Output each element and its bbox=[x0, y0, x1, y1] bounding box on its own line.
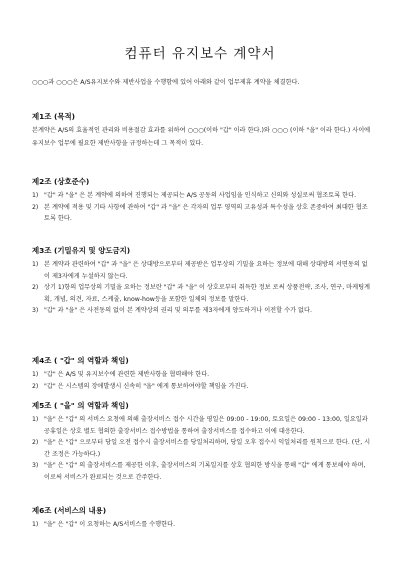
list-item bbox=[32, 519, 372, 531]
intro-paragraph: ○○○과 ○○○은 A/S유지보수와 제반사업을 수행함에 있어 아래와 같이 업무제휴 계약을 체결한다. bbox=[32, 79, 300, 86]
list-item bbox=[32, 437, 372, 460]
item-number: 2) bbox=[32, 284, 39, 291]
list-item bbox=[32, 369, 372, 381]
article-heading: 제1조 (목적) bbox=[32, 112, 76, 121]
list-item bbox=[32, 460, 372, 483]
list-item bbox=[32, 202, 372, 225]
article-4 bbox=[32, 355, 372, 392]
article-heading: 제6조 (서비스의 내용) bbox=[32, 506, 107, 515]
item-number: 3) bbox=[32, 307, 39, 314]
item-number: 1) bbox=[32, 521, 39, 528]
article-heading: 제3조 (기밀유지 및 양도금지) bbox=[32, 246, 131, 255]
item-text: "갑" 과 "을" 은 사전동의 없이 본 계약상의 권리 및 의무를 제3자에게 양도하거나 이전할 수가 없다. bbox=[44, 307, 312, 314]
item-number: 2) bbox=[32, 382, 39, 390]
item-text: 상기 1)항의 업무상의 기밀을 요하는 정보란 "갑" 과 "을" 이 상호로부터 취득한 정보 로써 상품전략, 조사, 연구, 마케팅계획, 개념, 의견, 자료, 스케줄, know-how등을 포함한 일체의 정보를 말한다. bbox=[44, 284, 371, 303]
article-6 bbox=[32, 505, 372, 531]
list-item bbox=[32, 259, 372, 282]
item-text: 본 계약과 관련하여 "갑" 과 "을" 은 상대방으로부터 제공받은 업무상의 기밀을 요하는 정보에 대해 상대방의 서면동의 없이 제3자에게 누설하지 않는다. bbox=[44, 261, 368, 280]
article-heading: 제4조 ( "갑" 의 역할과 책임) bbox=[32, 356, 129, 365]
item-text: 본 계약에 적용 및 기타 사항에 관하여 "갑" 과 "을" 은 각자의 업무 영역의 고유성과 특수성을 상호 존중하여 최대한 협조토록 한다. bbox=[44, 203, 368, 222]
list-item bbox=[32, 381, 372, 393]
article-heading: 제2조 (상호준수) bbox=[32, 177, 90, 186]
intro-block bbox=[32, 77, 372, 90]
document-title: 컴퓨터 유지보수 계약서 bbox=[124, 46, 276, 62]
item-number: 2) bbox=[32, 439, 39, 446]
article-1 bbox=[32, 111, 372, 150]
item-number: 1) bbox=[32, 261, 39, 268]
article-5 bbox=[32, 400, 372, 483]
article-heading: 제5조 ( "을" 의 역할과 책임) bbox=[32, 401, 129, 410]
list-item bbox=[32, 305, 372, 317]
item-text: "갑" 과 "을" 은 본 계약에 의하여 진행되는 제공되는 A/S 공동의 사업임을 인식하고 신의와 성실로써 협조토록 한다. bbox=[44, 192, 357, 199]
item-number: 1) bbox=[32, 371, 39, 378]
item-text: "을" 은 "갑" 으로부터 당일 오전 접수시 출장서비스를 당일처리하며, 당일 오후 접수시 익일처리를 원칙으로 한다. (단, 시간 조정은 가능하다.) bbox=[44, 439, 371, 458]
item-text: "을" 은 "갑" 의 서비스 요청에 의해 출장서비스 접수 시간을 평일은 09:00 - 19:00, 토요일은 09:00 - 13:00, 일요일과 공휴일은 상호 별도 협의한 출장서비스 접수방법을 통하여 출장서비스를 접수하고 이에 대응한다. bbox=[44, 416, 368, 435]
list-item bbox=[32, 190, 372, 202]
article-3 bbox=[32, 245, 372, 317]
item-number: 1) bbox=[32, 192, 39, 199]
article-text: 본계약은 A/S의 효율적인 관리와 비용절감 효과를 위하여 ○○○(이하 "갑" 이라 한다.)와 ○○○ (이하 "을" 이라 한다.) 사이에 유지보수 업무에 필요한 제반사항을 규정하는데 그 목적이 있다. bbox=[32, 127, 371, 147]
list-item bbox=[32, 414, 372, 437]
item-number: 2) bbox=[32, 203, 39, 211]
item-text: "을" 은 "갑" 이 요청하는 A/S서비스를 수행한다. bbox=[44, 521, 176, 528]
item-number: 3) bbox=[32, 462, 39, 469]
item-number: 1) bbox=[32, 416, 39, 423]
item-text: "을" 은 "갑" 의 출장서비스를 제공한 이후, 출장서비스의 기록일지를 상호 협의한 방식을 통해 "갑" 에게 통보해야 하며, 이로써 서비스가 완료되는 것으로 간주한다. bbox=[44, 462, 366, 481]
article-2 bbox=[32, 176, 372, 225]
list-item bbox=[32, 282, 372, 305]
item-text: "갑" 은 시스템의 장애발생시 신속히 "을" 에게 통보하여야할 책임을 가진다. bbox=[44, 382, 249, 390]
item-text: "갑" 은 A/S 및 유지보수에 관련한 제반사항을 협력해야 한다. bbox=[44, 371, 210, 378]
